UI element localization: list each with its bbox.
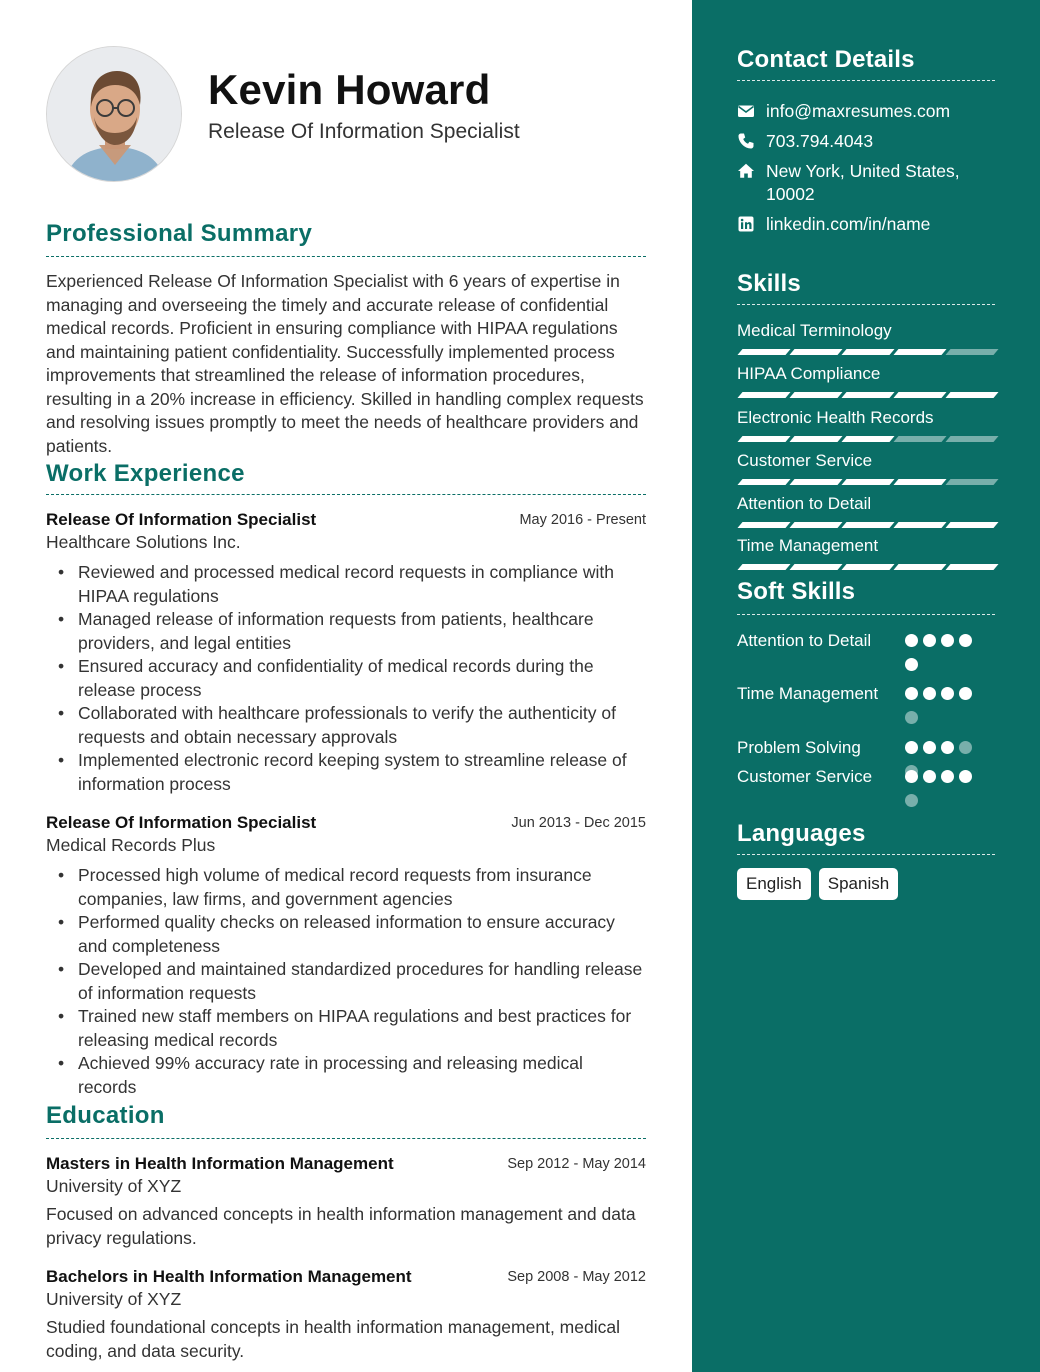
skill-level-segment <box>737 349 790 355</box>
job-company: Medical Records Plus <box>46 835 216 855</box>
contact-email[interactable] <box>737 100 950 123</box>
home-icon <box>737 162 755 180</box>
skill-level-segment <box>841 564 894 570</box>
skill-level-segment <box>893 392 946 398</box>
list-item: • Processed high volume of medical record requests from insurance companies, law firms, and government agencies <box>58 865 592 909</box>
skill-level-segment <box>737 479 790 485</box>
email-text: info@maxresumes.com <box>766 101 951 121</box>
list-item: • Achieved 99% accuracy rate in processing and releasing medical records <box>58 1053 583 1097</box>
skill-level-segment <box>945 479 998 485</box>
rating-dot <box>959 687 972 700</box>
skill-level-segment <box>893 564 946 570</box>
sidebar <box>692 0 1040 1372</box>
rating-dot <box>923 687 936 700</box>
skill-level-segment <box>841 479 894 485</box>
skill-level-segment <box>737 392 790 398</box>
rating-dot <box>959 634 972 647</box>
skill-level-segment <box>945 392 998 398</box>
section-divider <box>737 854 995 855</box>
skill-name: Attention to Detail <box>737 494 872 513</box>
skill-level-segment <box>789 392 842 398</box>
list-item: • Implemented electronic record keeping system to streamline release of information process <box>58 750 627 794</box>
rating-dot <box>905 658 918 671</box>
rating-dot <box>905 634 918 647</box>
rating-dot <box>941 687 954 700</box>
skill-level-segment <box>841 522 894 528</box>
skill-level-bar <box>737 349 995 355</box>
phone-text: 703.794.4043 <box>766 131 874 151</box>
job-entry <box>46 510 646 796</box>
skill-item <box>737 321 995 341</box>
job-date: Jun 2013 - Dec 2015 <box>511 815 646 831</box>
summary-text: Experienced Release Of Information Specialist with 6 years of expertise in managing and overseeing the timely and accurate release of confidential medical records. Proficient in ensuring compliance with HIPAA regulations and maintaining patient confidentiality. Successfully implemented process improvements that streamlined the release of information procedures, resulting in a 20% increase in efficiency. Skilled in handling complex requests and resolving issues promptly to meet the needs of healthcare providers and patients. <box>46 271 644 456</box>
section-divider <box>46 1138 646 1139</box>
skill-name: HIPAA Compliance <box>737 364 881 383</box>
rating-dot <box>905 770 918 783</box>
skill-level-segment <box>841 436 894 442</box>
language-tags <box>737 868 898 900</box>
section-divider <box>737 80 995 81</box>
skill-level-segment <box>737 564 790 570</box>
skills-heading: Skills <box>737 270 801 297</box>
languages-heading: Languages <box>737 820 866 847</box>
rating-dot <box>905 741 918 754</box>
soft-skill-name: Problem Solving <box>737 738 861 757</box>
skill-name: Customer Service <box>737 451 873 470</box>
job-date: May 2016 - Present <box>519 512 646 528</box>
avatar <box>46 46 182 182</box>
skill-level-bar <box>737 522 995 528</box>
skill-level-segment <box>945 564 998 570</box>
skill-level-segment <box>945 349 998 355</box>
list-item: • Trained new staff members on HIPAA regulations and best practices for releasing medical records <box>58 1006 632 1050</box>
skill-level-segment <box>789 349 842 355</box>
degree-title: Masters in Health Information Management <box>46 1154 394 1173</box>
skill-level-bar <box>737 564 995 570</box>
job-title: Release Of Information Specialist <box>46 813 317 832</box>
degree-title: Bachelors in Health Information Management <box>46 1267 412 1286</box>
job-company: Healthcare Solutions Inc. <box>46 532 241 552</box>
education-date: Sep 2008 - May 2012 <box>507 1269 646 1285</box>
rating-dot <box>941 770 954 783</box>
skill-level-segment <box>841 349 894 355</box>
skill-level-segment <box>945 522 998 528</box>
school-name: University of XYZ <box>46 1289 182 1309</box>
list-item: • Reviewed and processed medical record requests in compliance with HIPAA regulations <box>58 562 614 606</box>
job-title: Release Of Information Specialist <box>46 510 317 529</box>
rating-dot <box>923 634 936 647</box>
rating-dot <box>959 770 972 783</box>
rating-dot <box>941 741 954 754</box>
education-description: Studied foundational concepts in health information management, medical coding, and data security. <box>46 1317 620 1361</box>
skill-level-segment <box>789 522 842 528</box>
location-text: New York, United States, 10002 <box>766 161 960 204</box>
contact-linkedin[interactable] <box>737 213 930 236</box>
education-entry <box>46 1154 646 1250</box>
list-item: • Ensured accuracy and confidentiality of medical records during the release process <box>58 656 594 700</box>
section-divider <box>46 256 646 257</box>
soft-skills-heading: Soft Skills <box>737 578 856 605</box>
skill-name: Medical Terminology <box>737 321 892 340</box>
section-divider <box>46 494 646 495</box>
skill-level-segment <box>789 436 842 442</box>
skill-level-bar <box>737 436 995 442</box>
contact-phone[interactable] <box>737 130 873 153</box>
section-divider <box>737 614 995 615</box>
job-entry <box>46 813 646 1099</box>
section-divider <box>737 304 995 305</box>
skill-level-segment <box>893 522 946 528</box>
rating-dot <box>905 687 918 700</box>
linkedin-icon <box>737 215 755 233</box>
skill-level-bar <box>737 479 995 485</box>
school-name: University of XYZ <box>46 1176 182 1196</box>
rating-dot <box>923 741 936 754</box>
skill-level-segment <box>893 436 946 442</box>
skill-item <box>737 536 995 556</box>
candidate-name: Kevin Howard <box>208 66 491 113</box>
skill-item <box>737 451 995 471</box>
skill-item <box>737 494 995 514</box>
envelope-icon <box>737 102 755 120</box>
rating-dot <box>905 794 918 807</box>
skill-level-segment <box>789 564 842 570</box>
list-item: • Developed and maintained standardized procedures for handling release of information requests <box>58 959 643 1003</box>
skill-level-segment <box>789 479 842 485</box>
soft-skill-name: Customer Service <box>737 767 873 786</box>
education-description: Focused on advanced concepts in health information management and data privacy regulations. <box>46 1204 636 1248</box>
job-bullets <box>46 864 646 1099</box>
summary-heading: Professional Summary <box>46 220 313 247</box>
skill-level-bar <box>737 392 995 398</box>
language-tag: Spanish <box>819 868 898 900</box>
rating-dot <box>905 711 918 724</box>
rating-dot <box>941 634 954 647</box>
skill-level-segment <box>737 436 790 442</box>
skill-name: Electronic Health Records <box>737 408 934 427</box>
skill-level-segment <box>945 436 998 442</box>
experience-heading: Work Experience <box>46 460 245 487</box>
education-entry <box>46 1267 646 1363</box>
list-item: • Performed quality checks on released information to ensure accuracy and completeness <box>58 912 615 956</box>
skill-level-segment <box>893 349 946 355</box>
soft-skill-name: Attention to Detail <box>737 631 872 650</box>
skill-level-segment <box>893 479 946 485</box>
rating-dot <box>923 770 936 783</box>
person-portrait-icon <box>47 47 182 182</box>
linkedin-text: linkedin.com/in/name <box>766 214 931 234</box>
candidate-role: Release Of Information Specialist <box>208 120 520 143</box>
skill-name: Time Management <box>737 536 879 555</box>
soft-skill-name: Time Management <box>737 684 879 703</box>
skill-item <box>737 408 995 428</box>
skill-level-segment <box>841 392 894 398</box>
phone-icon <box>737 132 755 150</box>
rating-dot <box>959 741 972 754</box>
job-bullets <box>46 561 646 796</box>
education-heading: Education <box>46 1102 165 1129</box>
language-tag: English <box>737 868 811 900</box>
skill-item <box>737 364 995 384</box>
list-item: • Collaborated with healthcare professionals to verify the authenticity of requests and obtain necessary approvals <box>58 703 616 747</box>
education-date: Sep 2012 - May 2014 <box>507 1156 646 1172</box>
contact-heading: Contact Details <box>737 46 915 73</box>
list-item: • Managed release of information requests from patients, healthcare providers, and legal entities <box>58 609 594 653</box>
contact-location <box>737 160 976 206</box>
skill-level-segment <box>737 522 790 528</box>
